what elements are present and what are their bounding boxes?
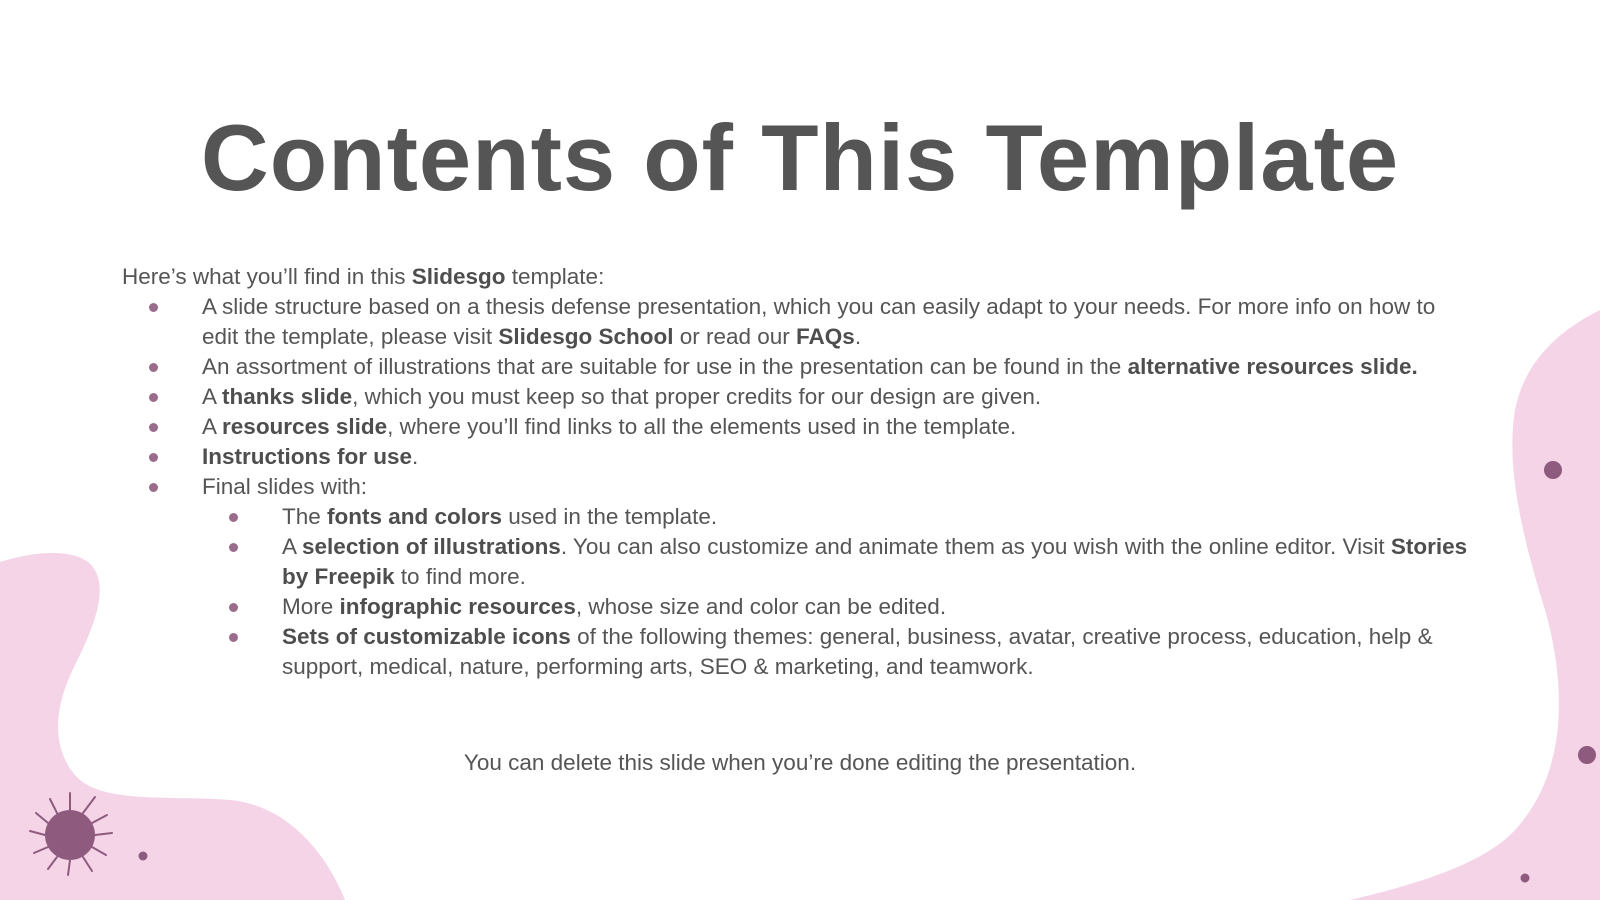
list-item-structure: A slide structure based on a thesis defense presentation, which you can easily adapt to your needs. For more info on how to edit the template, please visit Slidesgo School or read our FAQs. xyxy=(122,292,1472,352)
faqs-link: FAQs xyxy=(796,324,855,349)
final-slides-sublist xyxy=(202,502,1472,682)
intro-text: Here’s what you’ll find in this Slidesgo template: xyxy=(122,264,605,289)
list-item-instructions: Instructions for use. xyxy=(122,442,1472,472)
page-title: Contents of This Template xyxy=(200,105,1400,210)
contents-list xyxy=(122,292,1472,682)
list-item-resources: A resources slide, where you’ll find links to all the elements used in the template. xyxy=(122,412,1472,442)
list-item-final-slides: Final slides with: The fonts and colors used in the template. A selection of illustrations. You can also customize and animate them as you wish with the online editor. Visit Stories by Freepik to find more. More infographic resources, whose size and color can be edited. Sets of customizable icons of the following themes: general, business, avatar, creative process, education, help & support, medical, nature, performing arts, SEO & marketing, and teamwork. xyxy=(122,472,1472,682)
footer-note: You can delete this slide when you’re done editing the presentation. xyxy=(463,750,1137,775)
list-item-illustrations: An assortment of illustrations that are suitable for use in the presentation can be found in the alternative resources slide. xyxy=(122,352,1472,382)
sublist-item-fonts: The fonts and colors used in the template. xyxy=(202,502,1472,532)
list-item-thanks: A thanks slide, which you must keep so that proper credits for our design are given. xyxy=(122,382,1472,412)
sublist-item-icons: Sets of customizable icons of the following themes: general, business, avatar, creative process, education, help & support, medical, nature, performing arts, SEO & marketing, and teamwork. xyxy=(202,622,1472,682)
sublist-item-illustrations: A selection of illustrations. You can also customize and animate them as you wish with the online editor. Visit Stories by Freepik to find more. xyxy=(202,532,1472,592)
sublist-item-infographic: More infographic resources, whose size and color can be edited. xyxy=(202,592,1472,622)
stories-by-freepik-link: Stories by Freepik xyxy=(282,534,1468,589)
slidesgo-school-link: Slidesgo School xyxy=(498,324,674,349)
content-body xyxy=(122,262,1472,682)
